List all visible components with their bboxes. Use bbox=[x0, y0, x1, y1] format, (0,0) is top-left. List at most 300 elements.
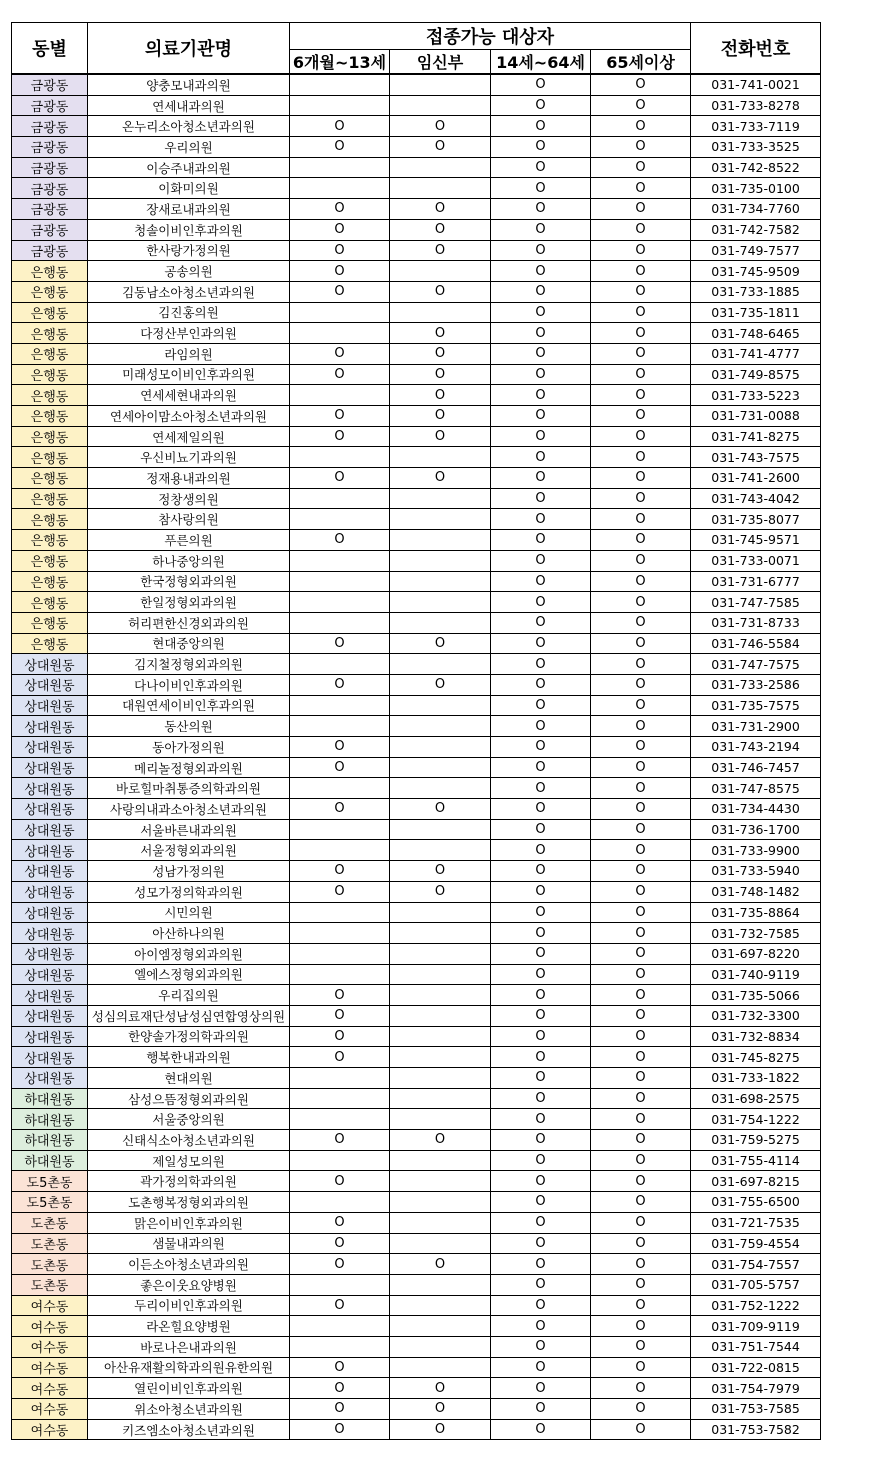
group-pregnant-cell bbox=[390, 1088, 491, 1109]
table-row bbox=[12, 778, 821, 799]
group-pregnant-cell bbox=[390, 1171, 491, 1192]
table-row bbox=[12, 985, 821, 1006]
group-6m-13y-cell bbox=[290, 840, 390, 861]
clinic-name-cell: 도촌행복정형외과의원 bbox=[88, 1192, 290, 1213]
group-14-64-cell: O bbox=[491, 199, 591, 220]
group-14-64-cell: O bbox=[491, 261, 591, 282]
table-row bbox=[12, 199, 821, 220]
phone-cell: 031-735-7575 bbox=[691, 695, 821, 716]
group-65plus-cell: O bbox=[591, 1088, 691, 1109]
group-6m-13y-cell bbox=[290, 1274, 390, 1295]
dong-cell: 금광동 bbox=[12, 199, 88, 220]
group-pregnant-cell: O bbox=[390, 281, 491, 302]
clinic-name-cell: 한국정형외과의원 bbox=[88, 571, 290, 592]
clinic-name-cell: 서울바른내과의원 bbox=[88, 819, 290, 840]
dong-cell: 상대원동 bbox=[12, 881, 88, 902]
group-pregnant-cell bbox=[390, 923, 491, 944]
group-14-64-cell: O bbox=[491, 943, 591, 964]
clinic-name-cell: 라임의원 bbox=[88, 343, 290, 364]
group-65plus-cell: O bbox=[591, 530, 691, 551]
phone-cell: 031-749-8575 bbox=[691, 364, 821, 385]
phone-cell: 031-734-7760 bbox=[691, 199, 821, 220]
group-14-64-cell: O bbox=[491, 1026, 591, 1047]
group-6m-13y-cell bbox=[290, 323, 390, 344]
dong-cell: 금광동 bbox=[12, 95, 88, 116]
group-65plus-cell: O bbox=[591, 571, 691, 592]
phone-cell: 031-733-0071 bbox=[691, 550, 821, 571]
group-14-64-cell: O bbox=[491, 550, 591, 571]
table-row bbox=[12, 406, 821, 427]
table-row bbox=[12, 281, 821, 302]
table-row bbox=[12, 881, 821, 902]
group-6m-13y-cell: O bbox=[290, 261, 390, 282]
group-pregnant-cell: O bbox=[390, 323, 491, 344]
dong-cell: 은행동 bbox=[12, 488, 88, 509]
group-14-64-cell: O bbox=[491, 1212, 591, 1233]
dong-cell: 여수동 bbox=[12, 1316, 88, 1337]
group-pregnant-cell bbox=[390, 1109, 491, 1130]
group-65plus-cell: O bbox=[591, 1399, 691, 1420]
group-pregnant-cell bbox=[390, 550, 491, 571]
group-pregnant-cell bbox=[390, 1336, 491, 1357]
clinic-name-cell: 신태식소아청소년과의원 bbox=[88, 1130, 290, 1151]
table-row bbox=[12, 385, 821, 406]
table-row bbox=[12, 1233, 821, 1254]
group-14-64-cell: O bbox=[491, 1088, 591, 1109]
group-14-64-cell: O bbox=[491, 757, 591, 778]
dong-cell: 금광동 bbox=[12, 137, 88, 158]
group-14-64-cell: O bbox=[491, 447, 591, 468]
table-row bbox=[12, 178, 821, 199]
clinic-name-cell: 제일성모의원 bbox=[88, 1150, 290, 1171]
group-6m-13y-cell: O bbox=[290, 137, 390, 158]
dong-cell: 상대원동 bbox=[12, 695, 88, 716]
dong-cell: 은행동 bbox=[12, 343, 88, 364]
dong-cell: 상대원동 bbox=[12, 1047, 88, 1068]
phone-cell: 031-736-1700 bbox=[691, 819, 821, 840]
phone-cell: 031-735-8864 bbox=[691, 902, 821, 923]
clinic-name-cell: 한사랑가정의원 bbox=[88, 240, 290, 261]
clinic-name-cell: 연세아이맘소아청소년과의원 bbox=[88, 406, 290, 427]
phone-cell: 031-697-8220 bbox=[691, 943, 821, 964]
group-65plus-cell: O bbox=[591, 799, 691, 820]
group-65plus-cell: O bbox=[591, 1005, 691, 1026]
phone-cell: 031-751-7544 bbox=[691, 1336, 821, 1357]
group-14-64-cell: O bbox=[491, 778, 591, 799]
group-6m-13y-cell bbox=[290, 778, 390, 799]
table-row bbox=[12, 364, 821, 385]
group-14-64-cell: O bbox=[491, 902, 591, 923]
group-pregnant-cell: O bbox=[390, 199, 491, 220]
clinic-name-cell: 아산유재활의학과의원유한의원 bbox=[88, 1357, 290, 1378]
group-pregnant-cell bbox=[390, 1212, 491, 1233]
group-65plus-cell: O bbox=[591, 426, 691, 447]
clinic-name-cell: 사랑의내과소아청소년과의원 bbox=[88, 799, 290, 820]
table-row bbox=[12, 1047, 821, 1068]
group-6m-13y-cell bbox=[290, 1316, 390, 1337]
group-pregnant-cell bbox=[390, 509, 491, 530]
group-65plus-cell: O bbox=[591, 674, 691, 695]
phone-cell: 031-733-3525 bbox=[691, 137, 821, 158]
group-65plus-cell: O bbox=[591, 1254, 691, 1275]
group-65plus-cell: O bbox=[591, 985, 691, 1006]
group-14-64-cell: O bbox=[491, 385, 591, 406]
group-6m-13y-cell bbox=[290, 509, 390, 530]
group-pregnant-cell bbox=[390, 1192, 491, 1213]
group-pregnant-cell: O bbox=[390, 137, 491, 158]
table-row bbox=[12, 426, 821, 447]
phone-cell: 031-743-2194 bbox=[691, 737, 821, 758]
clinic-name-cell: 아산하나의원 bbox=[88, 923, 290, 944]
group-65plus-cell: O bbox=[591, 1109, 691, 1130]
group-14-64-cell: O bbox=[491, 571, 591, 592]
table-row bbox=[12, 1399, 821, 1420]
group-6m-13y-cell bbox=[290, 302, 390, 323]
dong-cell: 상대원동 bbox=[12, 799, 88, 820]
group-65plus-cell: O bbox=[591, 716, 691, 737]
group-6m-13y-cell bbox=[290, 385, 390, 406]
group-14-64-cell: O bbox=[491, 1233, 591, 1254]
dong-cell: 금광동 bbox=[12, 157, 88, 178]
group-pregnant-cell bbox=[390, 178, 491, 199]
group-65plus-cell: O bbox=[591, 1212, 691, 1233]
table-row bbox=[12, 1254, 821, 1275]
group-14-64-cell: O bbox=[491, 468, 591, 489]
phone-cell: 031-698-2575 bbox=[691, 1088, 821, 1109]
clinic-name-cell: 성모가정의학과의원 bbox=[88, 881, 290, 902]
group-6m-13y-cell: O bbox=[290, 116, 390, 137]
clinic-name-cell: 엘에스정형외과의원 bbox=[88, 964, 290, 985]
group-65plus-cell: O bbox=[591, 1419, 691, 1440]
group-pregnant-cell bbox=[390, 716, 491, 737]
table-row bbox=[12, 902, 821, 923]
group-pregnant-cell bbox=[390, 964, 491, 985]
phone-cell: 031-753-7585 bbox=[691, 1399, 821, 1420]
group-14-64-cell: O bbox=[491, 157, 591, 178]
group-6m-13y-cell: O bbox=[290, 406, 390, 427]
group-65plus-cell: O bbox=[591, 343, 691, 364]
group-6m-13y-cell: O bbox=[290, 799, 390, 820]
dong-cell: 도촌동 bbox=[12, 1233, 88, 1254]
group-14-64-cell: O bbox=[491, 654, 591, 675]
dong-cell: 상대원동 bbox=[12, 716, 88, 737]
table-row bbox=[12, 550, 821, 571]
group-pregnant-cell bbox=[390, 1068, 491, 1089]
clinic-name-cell: 서울정형외과의원 bbox=[88, 840, 290, 861]
group-14-64-cell: O bbox=[491, 964, 591, 985]
table-row bbox=[12, 695, 821, 716]
group-14-64-cell: O bbox=[491, 530, 591, 551]
group-65plus-cell: O bbox=[591, 509, 691, 530]
group-6m-13y-cell: O bbox=[290, 426, 390, 447]
group-pregnant-cell bbox=[390, 840, 491, 861]
group-65plus-cell: O bbox=[591, 819, 691, 840]
group-14-64-cell: O bbox=[491, 612, 591, 633]
table-row bbox=[12, 943, 821, 964]
table-row bbox=[12, 1357, 821, 1378]
group-14-64-cell: O bbox=[491, 674, 591, 695]
clinic-name-cell: 우리의원 bbox=[88, 137, 290, 158]
group-pregnant-cell: O bbox=[390, 1130, 491, 1151]
group-14-64-cell: O bbox=[491, 923, 591, 944]
group-pregnant-cell bbox=[390, 74, 491, 95]
table-row bbox=[12, 1005, 821, 1026]
group-14-64-cell: O bbox=[491, 281, 591, 302]
dong-cell: 도촌동 bbox=[12, 1212, 88, 1233]
table-row bbox=[12, 674, 821, 695]
group-14-64-cell: O bbox=[491, 1005, 591, 1026]
phone-cell: 031-733-1885 bbox=[691, 281, 821, 302]
clinic-name-cell: 맑은이비인후과의원 bbox=[88, 1212, 290, 1233]
phone-cell: 031-731-8733 bbox=[691, 612, 821, 633]
header-dong: 동별 bbox=[12, 23, 88, 75]
table-row bbox=[12, 488, 821, 509]
group-14-64-cell: O bbox=[491, 1295, 591, 1316]
dong-cell: 상대원동 bbox=[12, 757, 88, 778]
group-pregnant-cell bbox=[390, 95, 491, 116]
header-group-65plus: 65세이상 bbox=[591, 50, 691, 75]
group-6m-13y-cell: O bbox=[290, 1378, 390, 1399]
clinic-name-cell: 이화미의원 bbox=[88, 178, 290, 199]
table-row bbox=[12, 633, 821, 654]
clinic-name-cell: 허리편한신경외과의원 bbox=[88, 612, 290, 633]
clinic-name-cell: 김동남소아청소년과의원 bbox=[88, 281, 290, 302]
group-6m-13y-cell: O bbox=[290, 1254, 390, 1275]
table-row bbox=[12, 530, 821, 551]
clinic-name-cell: 정재용내과의원 bbox=[88, 468, 290, 489]
clinic-table bbox=[11, 22, 821, 1440]
group-6m-13y-cell bbox=[290, 592, 390, 613]
table-row bbox=[12, 1295, 821, 1316]
group-65plus-cell: O bbox=[591, 281, 691, 302]
header-eligible: 접종가능 대상자 bbox=[290, 23, 691, 50]
phone-cell: 031-733-2586 bbox=[691, 674, 821, 695]
dong-cell: 은행동 bbox=[12, 261, 88, 282]
group-pregnant-cell bbox=[390, 778, 491, 799]
phone-cell: 031-741-4777 bbox=[691, 343, 821, 364]
group-14-64-cell: O bbox=[491, 1336, 591, 1357]
group-65plus-cell: O bbox=[591, 612, 691, 633]
dong-cell: 도5촌동 bbox=[12, 1192, 88, 1213]
group-65plus-cell: O bbox=[591, 323, 691, 344]
table-row bbox=[12, 1192, 821, 1213]
group-pregnant-cell: O bbox=[390, 1399, 491, 1420]
group-14-64-cell: O bbox=[491, 1274, 591, 1295]
dong-cell: 은행동 bbox=[12, 509, 88, 530]
phone-cell: 031-745-8275 bbox=[691, 1047, 821, 1068]
group-14-64-cell: O bbox=[491, 137, 591, 158]
phone-cell: 031-749-7577 bbox=[691, 240, 821, 261]
group-pregnant-cell: O bbox=[390, 240, 491, 261]
dong-cell: 상대원동 bbox=[12, 985, 88, 1006]
phone-cell: 031-755-4114 bbox=[691, 1150, 821, 1171]
group-14-64-cell: O bbox=[491, 881, 591, 902]
dong-cell: 금광동 bbox=[12, 116, 88, 137]
table-row bbox=[12, 1212, 821, 1233]
dong-cell: 은행동 bbox=[12, 385, 88, 406]
dong-cell: 여수동 bbox=[12, 1399, 88, 1420]
group-pregnant-cell: O bbox=[390, 116, 491, 137]
clinic-name-cell: 열린이비인후과의원 bbox=[88, 1378, 290, 1399]
group-6m-13y-cell: O bbox=[290, 468, 390, 489]
clinic-name-cell: 동산의원 bbox=[88, 716, 290, 737]
phone-cell: 031-735-1811 bbox=[691, 302, 821, 323]
group-pregnant-cell: O bbox=[390, 633, 491, 654]
group-pregnant-cell: O bbox=[390, 861, 491, 882]
header-group-6m-13y: 6개월~13세 bbox=[290, 50, 390, 75]
clinic-name-cell: 우리집의원 bbox=[88, 985, 290, 1006]
dong-cell: 도촌동 bbox=[12, 1274, 88, 1295]
dong-cell: 은행동 bbox=[12, 302, 88, 323]
dong-cell: 여수동 bbox=[12, 1357, 88, 1378]
group-65plus-cell: O bbox=[591, 1192, 691, 1213]
phone-cell: 031-733-8278 bbox=[691, 95, 821, 116]
dong-cell: 상대원동 bbox=[12, 778, 88, 799]
phone-cell: 031-697-8215 bbox=[691, 1171, 821, 1192]
clinic-name-cell: 참사랑의원 bbox=[88, 509, 290, 530]
dong-cell: 여수동 bbox=[12, 1295, 88, 1316]
group-6m-13y-cell bbox=[290, 923, 390, 944]
table-body bbox=[12, 74, 821, 1440]
group-6m-13y-cell bbox=[290, 95, 390, 116]
group-6m-13y-cell bbox=[290, 716, 390, 737]
dong-cell: 상대원동 bbox=[12, 943, 88, 964]
clinic-name-cell: 한일정형외과의원 bbox=[88, 592, 290, 613]
group-6m-13y-cell: O bbox=[290, 1130, 390, 1151]
dong-cell: 여수동 bbox=[12, 1336, 88, 1357]
phone-cell: 031-735-0100 bbox=[691, 178, 821, 199]
dong-cell: 상대원동 bbox=[12, 923, 88, 944]
phone-cell: 031-753-7582 bbox=[691, 1419, 821, 1440]
dong-cell: 금광동 bbox=[12, 240, 88, 261]
group-6m-13y-cell: O bbox=[290, 1005, 390, 1026]
clinic-name-cell: 두리이비인후과의원 bbox=[88, 1295, 290, 1316]
group-14-64-cell: O bbox=[491, 861, 591, 882]
group-14-64-cell: O bbox=[491, 343, 591, 364]
group-65plus-cell: O bbox=[591, 1316, 691, 1337]
group-14-64-cell: O bbox=[491, 1399, 591, 1420]
clinic-name-cell: 현대의원 bbox=[88, 1068, 290, 1089]
group-14-64-cell: O bbox=[491, 1419, 591, 1440]
clinic-name-cell: 공송의원 bbox=[88, 261, 290, 282]
phone-cell: 031-745-9571 bbox=[691, 530, 821, 551]
group-6m-13y-cell bbox=[290, 695, 390, 716]
group-65plus-cell: O bbox=[591, 385, 691, 406]
clinic-name-cell: 한양솔가정의학과의원 bbox=[88, 1026, 290, 1047]
group-6m-13y-cell: O bbox=[290, 1233, 390, 1254]
group-pregnant-cell bbox=[390, 530, 491, 551]
clinic-name-cell: 서울중앙의원 bbox=[88, 1109, 290, 1130]
group-6m-13y-cell bbox=[290, 1109, 390, 1130]
phone-cell: 031-733-5940 bbox=[691, 861, 821, 882]
phone-cell: 031-722-0815 bbox=[691, 1357, 821, 1378]
group-6m-13y-cell: O bbox=[290, 633, 390, 654]
dong-cell: 상대원동 bbox=[12, 654, 88, 675]
dong-cell: 은행동 bbox=[12, 426, 88, 447]
group-65plus-cell: O bbox=[591, 137, 691, 158]
group-65plus-cell: O bbox=[591, 902, 691, 923]
group-65plus-cell: O bbox=[591, 757, 691, 778]
group-pregnant-cell: O bbox=[390, 674, 491, 695]
phone-cell: 031-743-7575 bbox=[691, 447, 821, 468]
dong-cell: 도촌동 bbox=[12, 1254, 88, 1275]
phone-cell: 031-721-7535 bbox=[691, 1212, 821, 1233]
clinic-name-cell: 성심의료재단성남성심연합영상의원 bbox=[88, 1005, 290, 1026]
dong-cell: 하대원동 bbox=[12, 1130, 88, 1151]
dong-cell: 금광동 bbox=[12, 178, 88, 199]
group-pregnant-cell bbox=[390, 654, 491, 675]
clinic-name-cell: 시민의원 bbox=[88, 902, 290, 923]
table-row bbox=[12, 468, 821, 489]
phone-cell: 031-754-7979 bbox=[691, 1378, 821, 1399]
dong-cell: 하대원동 bbox=[12, 1150, 88, 1171]
header-phone: 전화번호 bbox=[691, 23, 821, 75]
group-14-64-cell: O bbox=[491, 74, 591, 95]
group-65plus-cell: O bbox=[591, 943, 691, 964]
phone-cell: 031-759-4554 bbox=[691, 1233, 821, 1254]
group-65plus-cell: O bbox=[591, 240, 691, 261]
group-14-64-cell: O bbox=[491, 240, 591, 261]
dong-cell: 도5촌동 bbox=[12, 1171, 88, 1192]
group-6m-13y-cell: O bbox=[290, 861, 390, 882]
phone-cell: 031-759-5275 bbox=[691, 1130, 821, 1151]
table-row bbox=[12, 840, 821, 861]
table-row bbox=[12, 302, 821, 323]
group-pregnant-cell bbox=[390, 985, 491, 1006]
clinic-name-cell: 현대중앙의원 bbox=[88, 633, 290, 654]
clinic-name-cell: 김지철정형외과의원 bbox=[88, 654, 290, 675]
header-group-14-64: 14세~64세 bbox=[491, 50, 591, 75]
table-row bbox=[12, 737, 821, 758]
clinic-name-cell: 성남가정의원 bbox=[88, 861, 290, 882]
phone-cell: 031-747-7585 bbox=[691, 592, 821, 613]
phone-cell: 031-742-7582 bbox=[691, 219, 821, 240]
phone-cell: 031-742-8522 bbox=[691, 157, 821, 178]
clinic-name-cell: 하나중앙의원 bbox=[88, 550, 290, 571]
group-pregnant-cell: O bbox=[390, 468, 491, 489]
dong-cell: 금광동 bbox=[12, 219, 88, 240]
table-row bbox=[12, 1109, 821, 1130]
dong-cell: 은행동 bbox=[12, 592, 88, 613]
group-65plus-cell: O bbox=[591, 1233, 691, 1254]
group-pregnant-cell bbox=[390, 819, 491, 840]
phone-cell: 031-747-8575 bbox=[691, 778, 821, 799]
table-row bbox=[12, 1419, 821, 1440]
group-65plus-cell: O bbox=[591, 654, 691, 675]
group-65plus-cell: O bbox=[591, 1171, 691, 1192]
group-65plus-cell: O bbox=[591, 364, 691, 385]
group-6m-13y-cell bbox=[290, 550, 390, 571]
table-row bbox=[12, 219, 821, 240]
dong-cell: 상대원동 bbox=[12, 902, 88, 923]
group-65plus-cell: O bbox=[591, 447, 691, 468]
table-row bbox=[12, 1088, 821, 1109]
clinic-name-cell: 김진홍의원 bbox=[88, 302, 290, 323]
phone-cell: 031-745-9509 bbox=[691, 261, 821, 282]
dong-cell: 상대원동 bbox=[12, 674, 88, 695]
table-row bbox=[12, 157, 821, 178]
group-14-64-cell: O bbox=[491, 1254, 591, 1275]
group-pregnant-cell bbox=[390, 302, 491, 323]
group-pregnant-cell: O bbox=[390, 426, 491, 447]
clinic-name-cell: 삼성으뜸정형외과의원 bbox=[88, 1088, 290, 1109]
group-6m-13y-cell bbox=[290, 1150, 390, 1171]
table-row bbox=[12, 819, 821, 840]
dong-cell: 은행동 bbox=[12, 468, 88, 489]
group-65plus-cell: O bbox=[591, 1130, 691, 1151]
group-6m-13y-cell bbox=[290, 902, 390, 923]
group-6m-13y-cell bbox=[290, 1336, 390, 1357]
